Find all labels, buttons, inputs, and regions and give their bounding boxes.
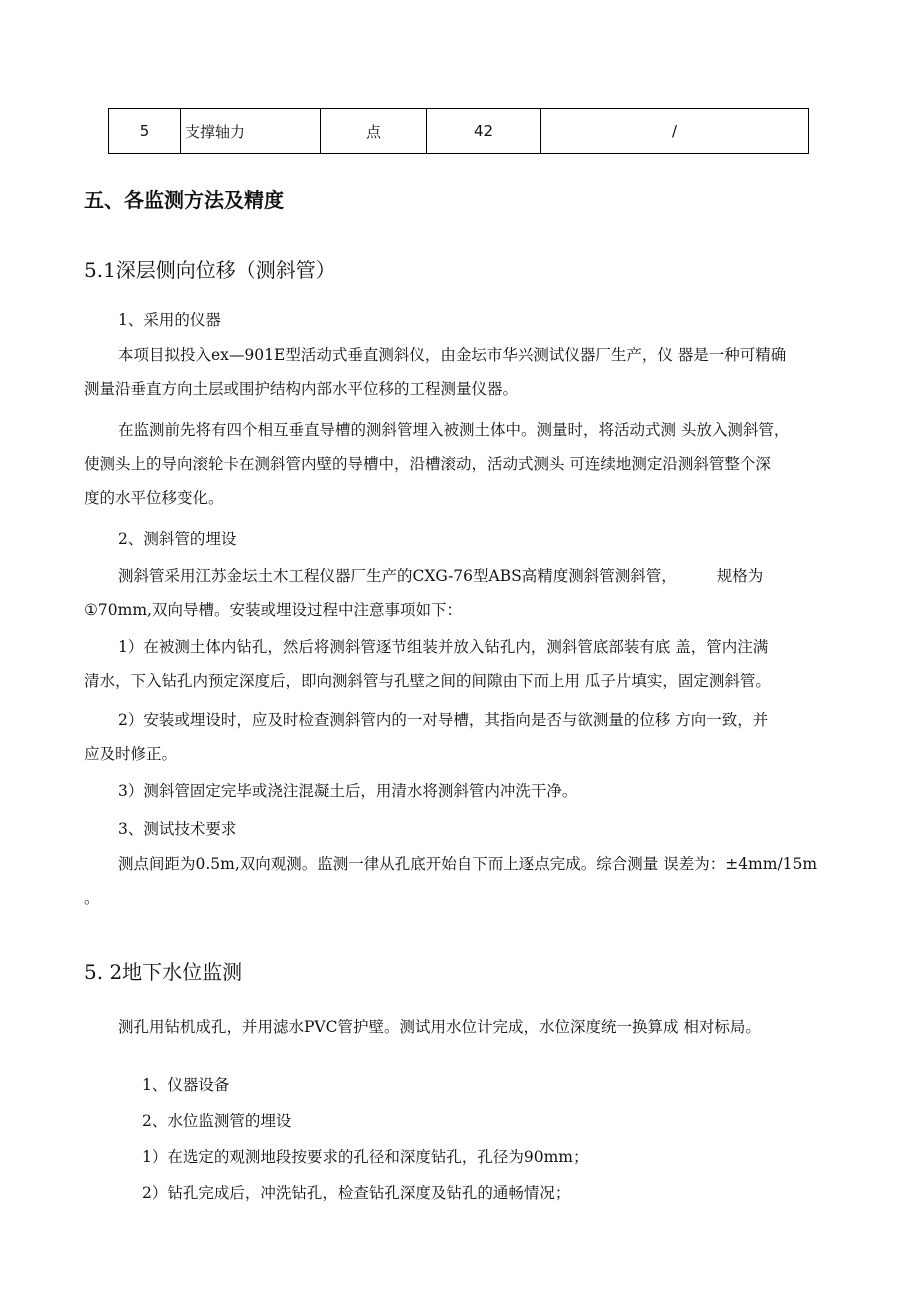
paragraph-line: 清水，下入钻孔内预定深度后，即向测斜管与孔壁之间的间隙由下而上用 瓜子片填实，固定测斜管。 (84, 672, 771, 690)
paragraph-line: ①70mm,双向导槽。安装或埋设过程中注意事项如下： (84, 601, 462, 619)
paragraph-line: 使测头上的导向滚轮卡在测斜管内壁的导槽中，沿槽滚动，活动式测头 可连续地测定沿测斜管整个深 (84, 455, 771, 473)
item-title: 1、采用的仪器 (118, 311, 221, 329)
paragraph-requirements (84, 847, 818, 915)
s52-intro (118, 1010, 838, 1044)
step-item: 1）在选定的观测地段按要求的孔径和深度钻孔，孔径为90mm； (142, 1148, 589, 1166)
paragraph-line: 本项目拟投入ex—901E型活动式垂直测斜仪，由金坛市华兴测试仪器厂生产，仪 器是一种可精确 (118, 346, 787, 364)
subsection-heading-5-1: 5.1深层侧向位移（测斜管） (84, 258, 336, 282)
table-cell-unit: 点 (321, 109, 427, 154)
step-1 (84, 630, 804, 698)
item-title: 2、测斜管的埋设 (118, 530, 237, 548)
table-cell-quantity: 42 (427, 109, 541, 154)
paragraph-line: 规格为 (716, 567, 764, 585)
paragraph-line: 2）安装或埋设时，应及时检查测斜管内的一对导槽，其指向是否与欲测量的位移 方向一致，并 (118, 711, 769, 729)
paragraph-line: 测孔用钻机成孔，并用滤水PVC管护壁。测试用水位计完成，水位深度统一换算成 相对标局。 (118, 1018, 761, 1036)
paragraph-instrument (84, 338, 804, 406)
paragraph-method (84, 413, 804, 515)
paragraph-line: 测斜管采用江苏金坛土木工程仪器厂生产的CXG-76型ABS高精度测斜管测斜管， (118, 567, 677, 585)
item-title: 3、测试技术要求 (118, 820, 237, 838)
item-title: 1、仪器设备 (142, 1076, 230, 1094)
paragraph-line: 。 (84, 889, 100, 907)
monitoring-items-table (108, 108, 809, 154)
step-3 (118, 774, 838, 808)
s51-body (118, 303, 838, 337)
subsection-heading-5-2: 5. 2地下水位监测 (84, 960, 243, 984)
section-title: 五、各监测方法及精度 (84, 188, 284, 212)
table-cell-item: 支撑轴力 (181, 109, 321, 154)
table-row (109, 109, 809, 154)
paragraph-line: 3）测斜管固定完毕或浇注混凝土后，用清水将测斜管内冲洗干净。 (118, 782, 578, 800)
step-2 (84, 703, 804, 771)
item-title: 2、水位监测管的埋设 (142, 1112, 292, 1130)
paragraph-line: 应及时修正。 (84, 745, 178, 763)
table-cell-remark: / (541, 109, 809, 154)
paragraph-pipe (84, 559, 804, 627)
paragraph-line: 1）在被测土体内钻孔，然后将测斜管逐节组装并放入钻孔内，测斜管底部装有底 盖，管内注满 (118, 638, 769, 656)
paragraph-line: 度的水平位移变化。 (84, 489, 224, 507)
paragraph-line: 测点间距为0.5m,双向观测。监测一律从孔底开始自下而上逐点完成。综合测量 误差为：±4mm/15m (118, 855, 818, 873)
paragraph-line: 测量沿垂直方向土层或围护结构内部水平位移的工程测量仪器。 (84, 380, 519, 398)
table-cell-number: 5 (109, 109, 181, 154)
step-item: 2）钻孔完成后，冲洗钻孔，检查钻孔深度及钻孔的通畅情况； (142, 1184, 571, 1202)
paragraph-line: 在监测前先将有四个相互垂直导槽的测斜管埋入被测土体中。测量时，将活动式测 头放入测斜管， (118, 421, 790, 439)
